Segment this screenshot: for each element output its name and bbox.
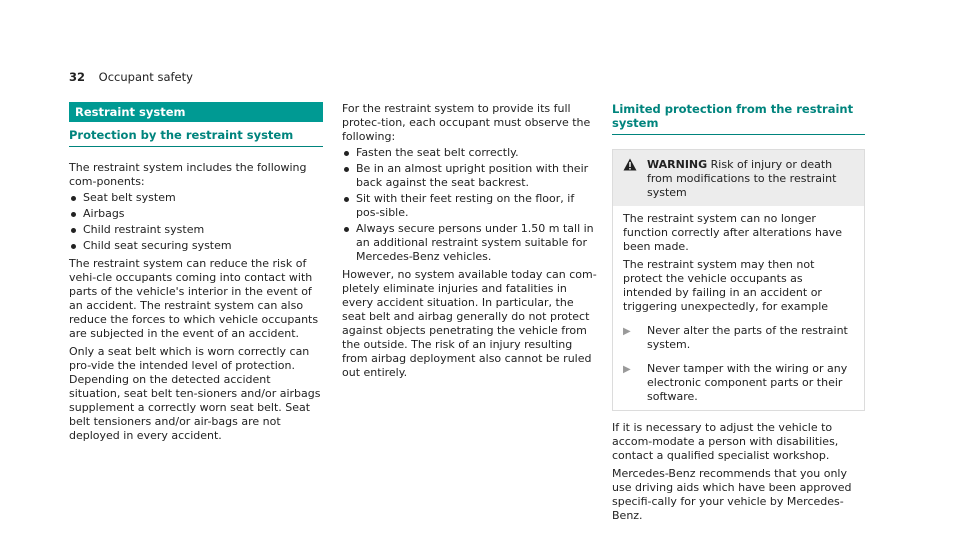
rules-list bbox=[342, 146, 597, 264]
action-arrow-icon: ▶ bbox=[623, 364, 631, 375]
warning-body bbox=[613, 206, 864, 404]
paragraph: The restraint system can reduce the risk of vehi-cle occupants coming into contact with parts of the vehicle's interior in the event of an accident. The restraint system can also reduce the forces to which vehicle occupants are subjected in the event of an accident. bbox=[69, 257, 319, 340]
paragraph: Mercedes-Benz recommends that you only use driving aids which have been approved specifi-cally for your vehicle by Mercedes-Benz. bbox=[612, 467, 852, 522]
page-header bbox=[69, 70, 193, 84]
paragraph: If it is necessary to adjust the vehicle to accom-modate a person with disabilities, contact a qualified specialist workshop. bbox=[612, 421, 839, 462]
column-right bbox=[612, 102, 865, 523]
list-item: Child seat securing system bbox=[69, 239, 323, 253]
list-item: Sit with their feet resting on the floor, if pos-sible. bbox=[342, 192, 597, 220]
list-item: Seat belt system bbox=[69, 191, 323, 205]
warning-header bbox=[613, 150, 864, 206]
list-item: Child restraint system bbox=[69, 223, 323, 237]
list-item: Be in an almost upright position with their back against the seat backrest. bbox=[342, 162, 597, 190]
warning-headline-text: Risk of injury or death from modifications to the restraint system bbox=[647, 158, 837, 199]
action-arrow-icon: ▶ bbox=[623, 326, 631, 337]
list-item: Airbags bbox=[69, 207, 323, 221]
page-number: 32 bbox=[69, 70, 86, 84]
paragraph: The restraint system can no longer function correctly after alterations have been made. bbox=[623, 212, 842, 253]
intro-paragraph: The restraint system includes the following com-ponents: bbox=[69, 161, 307, 188]
column-left bbox=[69, 102, 323, 443]
warning-box bbox=[612, 149, 865, 411]
action-item bbox=[623, 324, 854, 352]
section-bar-restraint-system: Restraint system bbox=[69, 102, 323, 122]
components-list bbox=[69, 191, 323, 253]
paragraph: Only a seat belt which is worn correctly can pro-vide the intended level of protection. Depending on the detected accident situation, seat belt ten-sioners and/or airbags supplement a correctly worn seat belt. Seat belt tensioners and/or air-bags are not deployed in every accident. bbox=[69, 345, 321, 442]
warning-word: WARNING bbox=[647, 158, 708, 171]
warning-triangle-icon bbox=[623, 158, 647, 200]
intro-paragraph: For the restraint system to provide its full protec-tion, each occupant must observe the following: bbox=[342, 102, 591, 143]
section-title: Occupant safety bbox=[98, 70, 193, 84]
action-text: Never tamper with the wiring or any electronic component parts or their software. bbox=[647, 362, 848, 403]
list-item: Fasten the seat belt correctly. bbox=[342, 146, 597, 160]
list-item: Always secure persons under 1.50 m tall in an additional restraint system suitable for Mercedes-Benz vehicles. bbox=[342, 222, 597, 264]
paragraph: However, no system available today can com-pletely eliminate injuries and fatalities in every accident situation. In particular, the seat belt and airbag generally do not protect against objects penetrating the vehicle from the outside. The risk of an injury resulting from airbag deployment also cannot be ruled out entirely. bbox=[342, 268, 597, 379]
column-middle bbox=[342, 102, 597, 380]
sub-heading-limited-protection: Limited protection from the restraint system bbox=[612, 102, 865, 135]
paragraph: The restraint system may then not protect the vehicle occupants as intended by failing in an accident or triggering unexpectedly, for example bbox=[623, 258, 829, 313]
action-text: Never alter the parts of the restraint system. bbox=[647, 324, 848, 351]
sub-heading-protection: Protection by the restraint system bbox=[69, 128, 323, 147]
warning-headline bbox=[647, 158, 854, 200]
action-item bbox=[623, 362, 854, 404]
